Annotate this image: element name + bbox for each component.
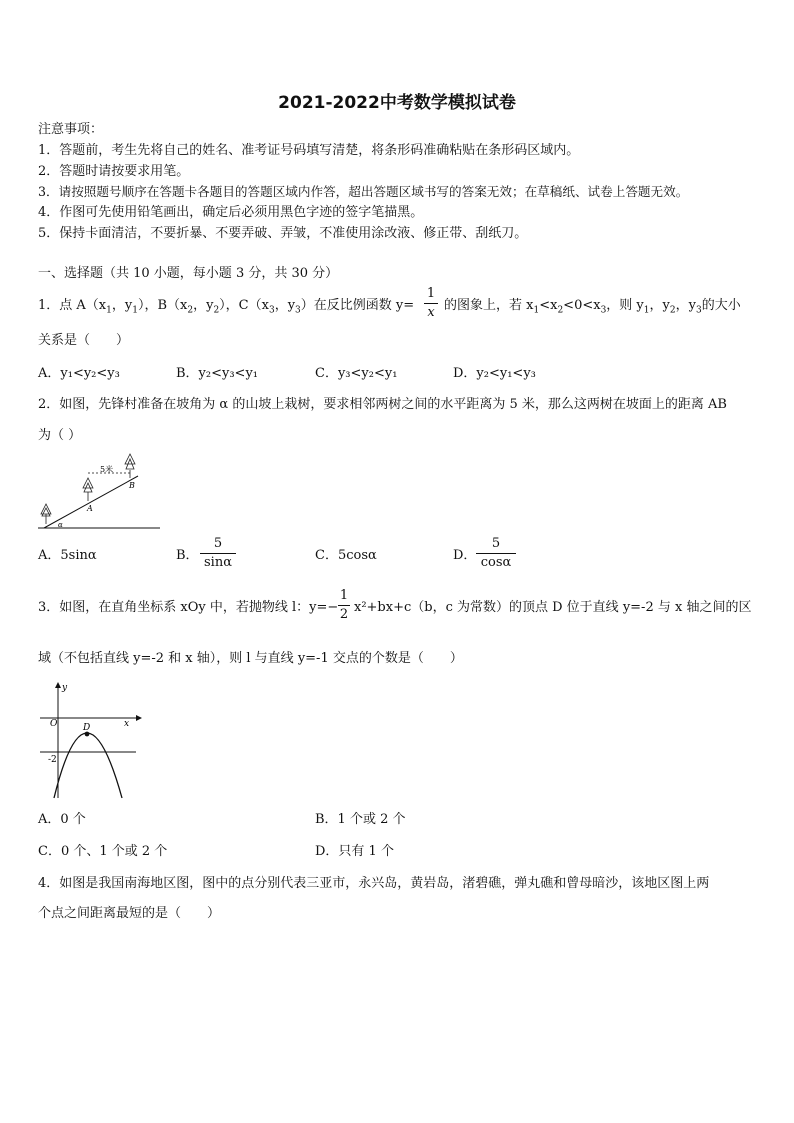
label-5m: 5米 [100,465,114,474]
q2-stem-line1: 2．如图，先锋村准备在坡角为 α 的山坡上栽树，要求相邻两树之间的水平距离为 5 米，那么这两树在坡面上的距离 AB [38,397,727,412]
q2-stem-line2: 为（ ） [38,428,82,443]
notice-item-5: 5．保持卡面清洁，不要折暴、不要弄破、弄皱，不准使用涂改液、修正带、刮纸刀。 [38,226,528,241]
q1-stem-cont: 的图象上，若 $x_1<x_2<0<x_3$，则 $y_1$，$y_2$，$y_3$的大小 [444,298,741,316]
tree-icon [125,454,135,478]
q1-option-a: A．y₁<y₂<y₃ [38,366,120,381]
notice-heading: 注意事项： [38,122,104,137]
q1-option-c: C．y₃<y₂<y₁ [315,366,398,381]
notice-item-4: 4．作图可先使用铅笔画出，确定后必须用黑色字迹的签字笔描黑。 [38,205,424,220]
q3-stem-cont: x²+bx+c（b，c 为常数）的顶点 D 位于直线 y=-2 与 x 轴之间的区 [354,600,752,615]
q1-stem-line2: 关系是（ ） [38,333,130,348]
q3-option-b: B．1 个或 2 个 [315,812,406,827]
tree-icon [41,504,51,524]
q1-stem: 1．点 $A(x_1$，$y_1$），$B(x_2$，$y_2$），$C(x_3$，$y_3$）在反比例函数 y= [38,298,415,316]
q3-parabola-figure [36,680,142,800]
q3-option-c: C．0 个、1 个或 2 个 [38,844,168,859]
q2-option-d: D． [453,548,477,563]
q2-option-b-fraction: 5 sinα [200,536,236,571]
q1-option-b: B．y₂<y₃<y₁ [176,366,259,381]
axis-x-label: x [124,719,130,729]
q2-option-a: A．5sinα [38,548,97,563]
notice-item-2: 2．答题时请按要求用笔。 [38,164,190,179]
q3-option-a: A．0 个 [38,812,86,827]
label-b: B [129,481,135,490]
q3-fraction: 1 2 [339,588,349,622]
q3-option-d: D．只有 1 个 [315,844,394,859]
vertex-d-label: D [83,723,91,733]
label-a: A [87,504,93,513]
section-heading: 一、选择题（共 10 小题，每小题 3 分，共 30 分） [38,266,339,281]
tree-icon [83,478,93,501]
q1-fraction: 1 x [424,286,438,321]
minus-two-label: -2 [48,755,57,765]
q2-option-d-fraction: 5 cosα [476,536,516,571]
q2-option-c: C．5cosα [315,548,377,563]
q4-stem-line2: 个点之间距离最短的是（ ） [38,906,221,921]
q3-stem-line2: 域（不包括直线 y=-2 和 x 轴），则 l 与直线 y=-1 交点的个数是（ ） [38,651,463,666]
page-title: 2021-2022中考数学模拟试卷 [278,93,516,113]
origin-label: O [50,719,58,729]
axis-y-label: y [62,683,68,693]
q3-stem: 3．如图，在直角坐标系 xOy 中，若抛物线 l：y=− [38,600,339,615]
notice-item-1: 1．答题前，考生先将自己的姓名、准考证号码填写清楚，将条形码准确粘贴在条形码区域内。 [38,143,580,158]
notice-item-3: 3．请按照题号顺序在答题卡各题目的答题区域内作答，超出答题区域书写的答案无效；在草稿纸、试卷上答题无效。 [38,184,689,199]
q2-slope-figure [34,448,164,534]
q2-option-b: B． [176,548,199,563]
q4-stem-line1: 4．如图是我国南海地区图，图中的点分别代表三亚市，永兴岛，黄岩岛，渚碧礁，弹丸礁和曾母暗沙，该地区图上两 [38,876,710,891]
q1-option-d: D．y₂<y₁<y₃ [453,366,536,381]
label-alpha: α [58,521,63,529]
